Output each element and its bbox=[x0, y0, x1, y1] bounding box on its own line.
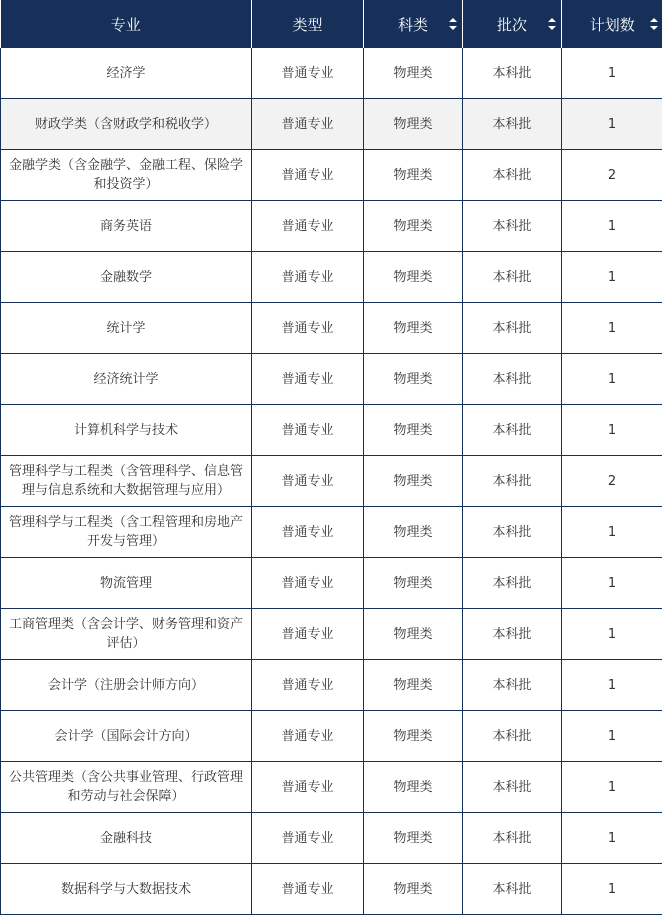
major-cell: 财政学类（含财政学和税收学） bbox=[1, 99, 252, 150]
table-row bbox=[1, 558, 662, 609]
table-row bbox=[1, 405, 662, 456]
batch-cell: 本科批 bbox=[463, 150, 562, 201]
type-cell: 普通专业 bbox=[252, 48, 364, 99]
plan-count-cell: 1 bbox=[562, 99, 662, 150]
plan-count-cell: 1 bbox=[562, 201, 662, 252]
plan-count-cell: 1 bbox=[562, 864, 662, 915]
plan-count-cell: 1 bbox=[562, 303, 662, 354]
major-cell: 商务英语 bbox=[1, 201, 252, 252]
major-cell: 工商管理类（含会计学、财务管理和资产评估） bbox=[1, 609, 252, 660]
major-cell: 数据科学与大数据技术 bbox=[1, 864, 252, 915]
plan-count-cell: 1 bbox=[562, 354, 662, 405]
batch-cell: 本科批 bbox=[463, 303, 562, 354]
header-plan-count[interactable] bbox=[562, 0, 662, 48]
category-cell: 物理类 bbox=[364, 354, 463, 405]
header-row bbox=[1, 0, 662, 48]
type-cell: 普通专业 bbox=[252, 660, 364, 711]
batch-cell: 本科批 bbox=[463, 864, 562, 915]
plan-count-cell: 1 bbox=[562, 252, 662, 303]
major-cell: 会计学（注册会计师方向） bbox=[1, 660, 252, 711]
plan-count-cell: 1 bbox=[562, 48, 662, 99]
table-row bbox=[1, 303, 662, 354]
type-cell: 普通专业 bbox=[252, 303, 364, 354]
category-cell: 物理类 bbox=[364, 150, 463, 201]
table-row bbox=[1, 864, 662, 915]
category-cell: 物理类 bbox=[364, 864, 463, 915]
plan-count-cell: 1 bbox=[562, 609, 662, 660]
table-row bbox=[1, 813, 662, 864]
category-cell: 物理类 bbox=[364, 660, 463, 711]
batch-cell: 本科批 bbox=[463, 711, 562, 762]
major-cell: 公共管理类（含公共事业管理、行政管理和劳动与社会保障） bbox=[1, 762, 252, 813]
table-row bbox=[1, 354, 662, 405]
category-cell: 物理类 bbox=[364, 303, 463, 354]
major-cell: 计算机科学与技术 bbox=[1, 405, 252, 456]
table-row bbox=[1, 609, 662, 660]
batch-cell: 本科批 bbox=[463, 354, 562, 405]
table-row bbox=[1, 201, 662, 252]
category-cell: 物理类 bbox=[364, 252, 463, 303]
category-cell: 物理类 bbox=[364, 558, 463, 609]
table-row bbox=[1, 252, 662, 303]
batch-cell: 本科批 bbox=[463, 660, 562, 711]
batch-cell: 本科批 bbox=[463, 507, 562, 558]
header-category[interactable] bbox=[364, 0, 463, 48]
major-cell: 金融数学 bbox=[1, 252, 252, 303]
table-row bbox=[1, 150, 662, 201]
table-row bbox=[1, 507, 662, 558]
sort-icon[interactable] bbox=[548, 18, 556, 30]
batch-cell: 本科批 bbox=[463, 813, 562, 864]
category-cell: 物理类 bbox=[364, 99, 463, 150]
header-major bbox=[1, 0, 252, 48]
type-cell: 普通专业 bbox=[252, 507, 364, 558]
type-cell: 普通专业 bbox=[252, 201, 364, 252]
type-cell: 普通专业 bbox=[252, 762, 364, 813]
type-cell: 普通专业 bbox=[252, 456, 364, 507]
category-cell: 物理类 bbox=[364, 507, 463, 558]
table-row bbox=[1, 99, 662, 150]
plan-count-cell: 1 bbox=[562, 660, 662, 711]
type-cell: 普通专业 bbox=[252, 252, 364, 303]
batch-cell: 本科批 bbox=[463, 201, 562, 252]
type-cell: 普通专业 bbox=[252, 99, 364, 150]
plan-count-cell: 1 bbox=[562, 558, 662, 609]
category-cell: 物理类 bbox=[364, 48, 463, 99]
category-cell: 物理类 bbox=[364, 201, 463, 252]
plan-count-cell: 1 bbox=[562, 507, 662, 558]
batch-cell: 本科批 bbox=[463, 48, 562, 99]
header-type bbox=[252, 0, 364, 48]
major-cell: 经济统计学 bbox=[1, 354, 252, 405]
type-cell: 普通专业 bbox=[252, 150, 364, 201]
header-major-label: 专业 bbox=[111, 14, 141, 35]
batch-cell: 本科批 bbox=[463, 456, 562, 507]
plan-count-cell: 2 bbox=[562, 150, 662, 201]
header-plan-count-label: 计划数 bbox=[590, 14, 635, 35]
table-header bbox=[1, 0, 662, 48]
batch-cell: 本科批 bbox=[463, 609, 562, 660]
batch-cell: 本科批 bbox=[463, 558, 562, 609]
batch-cell: 本科批 bbox=[463, 405, 562, 456]
sort-icon[interactable] bbox=[449, 18, 457, 30]
category-cell: 物理类 bbox=[364, 456, 463, 507]
type-cell: 普通专业 bbox=[252, 558, 364, 609]
type-cell: 普通专业 bbox=[252, 813, 364, 864]
batch-cell: 本科批 bbox=[463, 762, 562, 813]
category-cell: 物理类 bbox=[364, 711, 463, 762]
major-cell: 金融学类（含金融学、金融工程、保险学和投资学） bbox=[1, 150, 252, 201]
major-cell: 统计学 bbox=[1, 303, 252, 354]
plan-count-cell: 1 bbox=[562, 405, 662, 456]
header-category-label: 科类 bbox=[398, 14, 428, 35]
type-cell: 普通专业 bbox=[252, 711, 364, 762]
major-cell: 会计学（国际会计方向） bbox=[1, 711, 252, 762]
category-cell: 物理类 bbox=[364, 609, 463, 660]
plan-count-cell: 2 bbox=[562, 456, 662, 507]
plan-count-cell: 1 bbox=[562, 762, 662, 813]
category-cell: 物理类 bbox=[364, 405, 463, 456]
plan-count-cell: 1 bbox=[562, 813, 662, 864]
header-batch[interactable] bbox=[463, 0, 562, 48]
category-cell: 物理类 bbox=[364, 813, 463, 864]
type-cell: 普通专业 bbox=[252, 405, 364, 456]
table-row bbox=[1, 48, 662, 99]
major-cell: 管理科学与工程类（含管理科学、信息管理与信息系统和大数据管理与应用） bbox=[1, 456, 252, 507]
sort-icon[interactable] bbox=[650, 18, 658, 30]
plan-count-cell: 1 bbox=[562, 711, 662, 762]
type-cell: 普通专业 bbox=[252, 864, 364, 915]
major-cell: 物流管理 bbox=[1, 558, 252, 609]
batch-cell: 本科批 bbox=[463, 252, 562, 303]
major-cell: 经济学 bbox=[1, 48, 252, 99]
major-cell: 管理科学与工程类（含工程管理和房地产开发与管理） bbox=[1, 507, 252, 558]
header-type-label: 类型 bbox=[292, 14, 322, 35]
table-body bbox=[1, 48, 662, 915]
table-row bbox=[1, 456, 662, 507]
table-row bbox=[1, 762, 662, 813]
type-cell: 普通专业 bbox=[252, 609, 364, 660]
type-cell: 普通专业 bbox=[252, 354, 364, 405]
table-row bbox=[1, 711, 662, 762]
major-cell: 金融科技 bbox=[1, 813, 252, 864]
category-cell: 物理类 bbox=[364, 762, 463, 813]
batch-cell: 本科批 bbox=[463, 99, 562, 150]
header-batch-label: 批次 bbox=[497, 14, 527, 35]
table-row bbox=[1, 660, 662, 711]
